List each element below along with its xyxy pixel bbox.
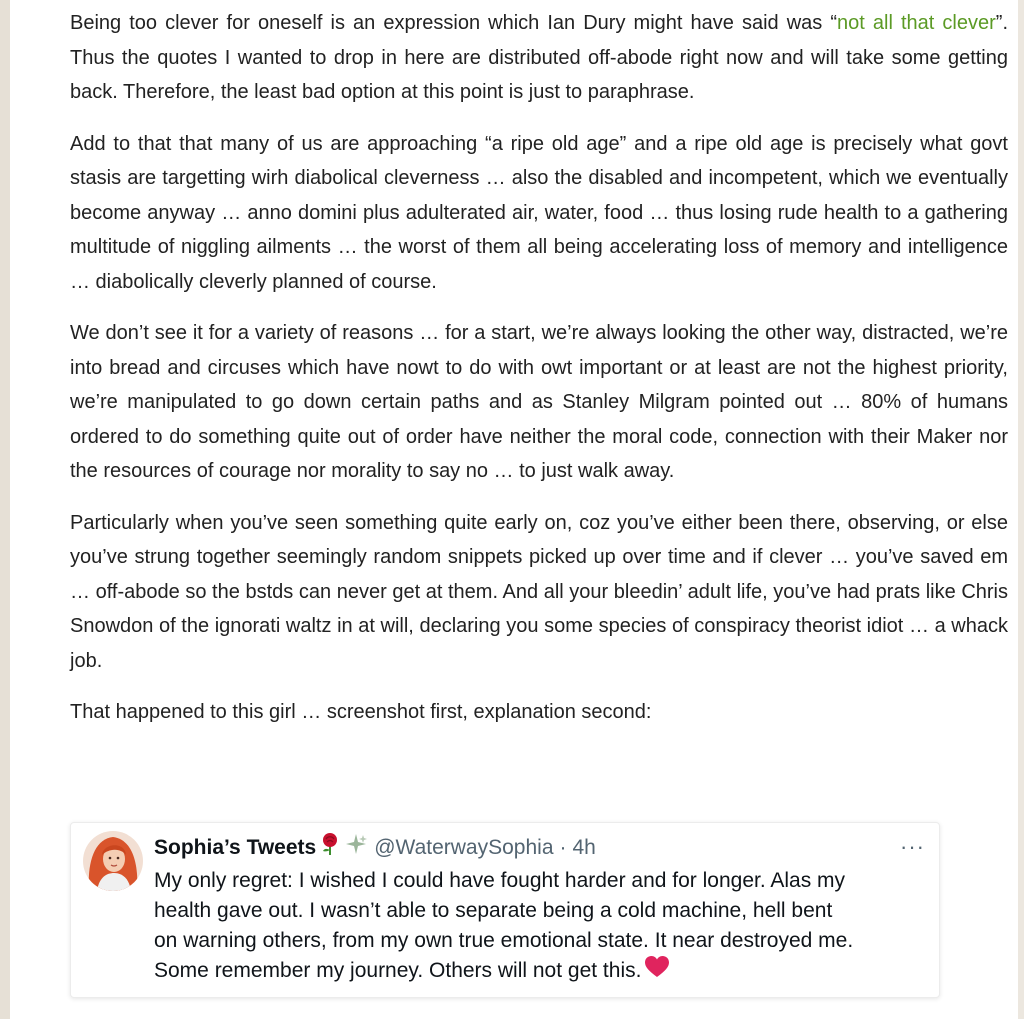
paragraph-1: Being too clever for oneself is an expression which Ian Dury might have said was “not all that clever”. Thus the quotes I wanted to drop in here are distributed off-abode right now and will take some getting back. Therefore, the least bad option at this point is just to paraphrase. bbox=[70, 12, 1008, 103]
rose-icon bbox=[320, 832, 340, 865]
article-body bbox=[70, 6, 1008, 747]
left-page-border bbox=[0, 0, 10, 1019]
not-all-that-clever-link[interactable]: not all that clever bbox=[837, 12, 996, 34]
paragraph-5: That happened to this girl … screenshot first, explanation second: bbox=[70, 701, 652, 723]
paragraph-3: We don’t see it for a variety of reasons … for a start, we’re always looking the other way, distracted, we’re into bread and circuses which have nowt to do with owt important or at least are not the highest priority, we’re manipulated to go down certain paths and as Stanley Milgram pointed out … 80% of humans ordered to do something quite out of order have neither the moral code, connection with their Maker nor the resources of courage nor morality to say no … to just walk away. bbox=[70, 322, 1008, 482]
paragraph-2: Add to that that many of us are approaching “a ripe old age” and a ripe old age is precisely what govt stasis are targetting wirh diabolical cleverness … also the disabled and incompetent, which we eventually become anyway … anno domini plus adulterated air, water, food … thus losing rude health to a gathering multitude of niggling ailments … the worst of them all being accelerating loss of memory and intelligence … diabolically cleverly planned of course. bbox=[70, 132, 1008, 293]
right-page-border bbox=[1018, 0, 1024, 1019]
avatar[interactable] bbox=[83, 831, 143, 891]
paragraph-4: Particularly when you’ve seen something quite early on, coz you’ve either been there, observing, or else you’ve strung together seemingly random snippets picked up over time and if clever … you’ve saved em … off-abode so the bstds can never get at them. And all your bleedin’ adult life, you’ve had prats like Chris Snowdon of the ignorati waltz in at will, declaring you some species of conspiracy theorist idiot … a whack job. bbox=[70, 511, 1008, 672]
tweet-text: My only regret: I wished I could have fought harder and for longer. Alas my health gave out. I wasn’t able to separate being a cold machine, hell bent on warning others, from my own true emotional state. It near destroyed me. Some remember my journey. Others will not get this. bbox=[154, 866, 934, 987]
tweet-handle[interactable]: @WaterwaySophia bbox=[374, 836, 554, 860]
more-options-icon[interactable]: ··· bbox=[900, 834, 925, 859]
heart-icon bbox=[645, 956, 669, 987]
sparkle-icon bbox=[344, 832, 368, 865]
tweet-display-name[interactable]: Sophia’s Tweets bbox=[154, 836, 317, 860]
tweet-separator: · bbox=[559, 836, 567, 860]
embedded-tweet[interactable] bbox=[70, 822, 940, 998]
tweet-header bbox=[154, 832, 929, 862]
tweet-time[interactable]: 4h bbox=[572, 836, 596, 860]
